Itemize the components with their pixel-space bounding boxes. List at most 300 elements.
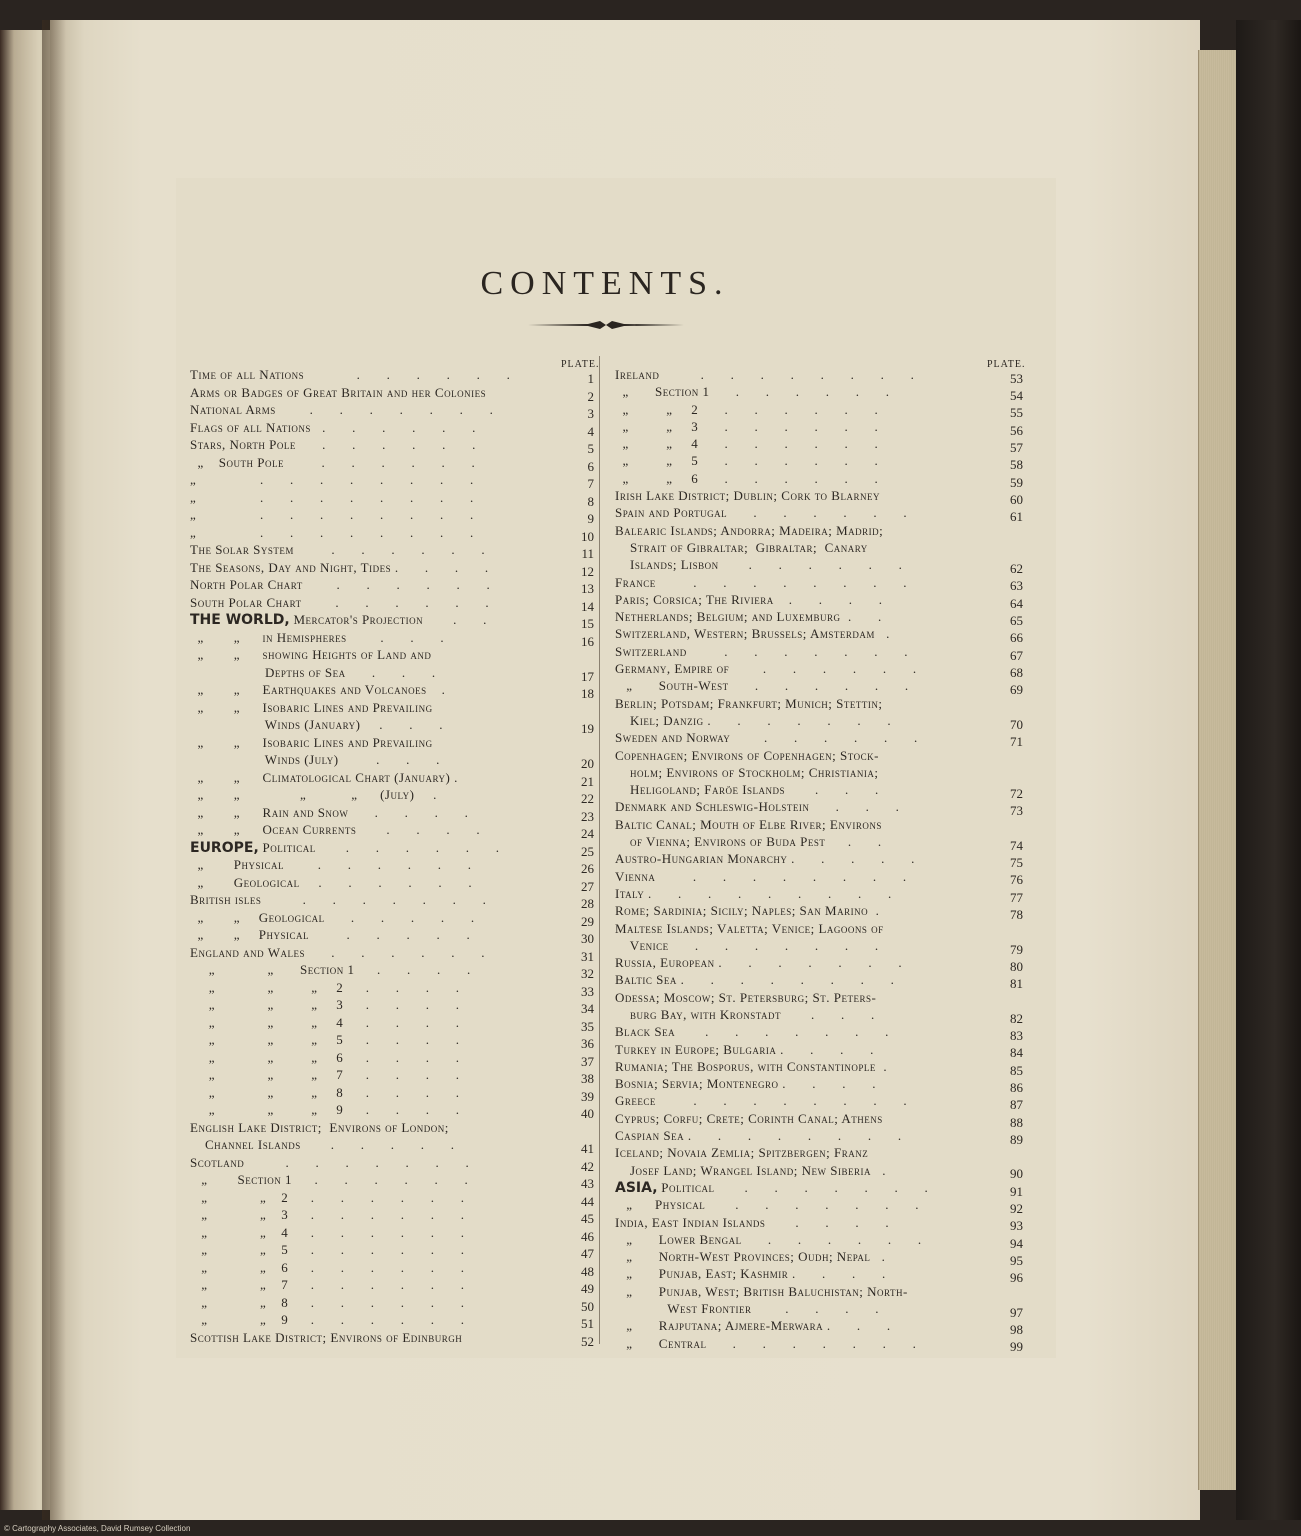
- entry-title: [615, 437, 1023, 451]
- entry-title: [615, 403, 1023, 417]
- entry-title: [190, 1278, 594, 1292]
- entry-text: France . . . . . . . .: [615, 574, 907, 590]
- entry-title: [615, 956, 1023, 970]
- entry-title: [615, 1008, 1023, 1022]
- entry-text: „ „ „ 6 . . . .: [190, 1049, 460, 1065]
- plate-number: 15: [581, 616, 594, 631]
- plate-number: 37: [581, 1053, 594, 1069]
- entry-title: [190, 1033, 594, 1047]
- entry-title: [615, 783, 1023, 797]
- contents-entry: [190, 1086, 594, 1104]
- entry-title: [615, 489, 1023, 503]
- contents-entry: [615, 1233, 1023, 1250]
- entry-text: „ „ 2 . . . . . .: [190, 1189, 465, 1205]
- entry-text: Greece . . . . . . . .: [615, 1093, 908, 1109]
- entry-title: [615, 385, 1023, 399]
- contents-entry: [190, 1016, 594, 1034]
- contents-column-right: [615, 368, 1023, 1354]
- plate-number: 87: [1010, 1097, 1023, 1113]
- entry-title: [615, 904, 1023, 918]
- entry-text: „ „ 3 . . . . . .: [615, 418, 879, 434]
- entry-text: Switzerland, Western; Brussels; Amsterdam .: [615, 626, 890, 642]
- plate-number: 91: [1010, 1183, 1023, 1199]
- entry-title: [190, 1296, 594, 1310]
- contents-entry: [190, 981, 594, 999]
- contents-entry: [190, 666, 594, 684]
- plate-number: 52: [581, 1333, 594, 1349]
- entry-title: [190, 771, 594, 785]
- entry-title: [190, 963, 594, 977]
- entry-title: [190, 928, 594, 942]
- entry-text: National Arms . . . . . . .: [190, 402, 494, 417]
- plate-number: 69: [1010, 682, 1023, 698]
- entry-text: Odessa; Moscow; St. Petersburg; St. Peters-: [615, 989, 877, 1005]
- entry-title: [615, 576, 1023, 590]
- contents-entry: [190, 1243, 594, 1261]
- contents-entry: [615, 558, 1023, 575]
- entry-text: Venice . . . . . . .: [615, 937, 879, 953]
- contents-entry: [615, 1060, 1023, 1077]
- plate-number: 47: [581, 1246, 594, 1261]
- entry-title: [615, 887, 1023, 901]
- contents-entry: [190, 806, 594, 824]
- plate-number: 57: [1010, 439, 1023, 455]
- plate-number: 42: [581, 1158, 594, 1174]
- entry-text: „ „ 8 . . . . . .: [190, 1294, 465, 1310]
- entry-text: Rome; Sardinia; Sicily; Naples; San Marino .: [615, 903, 880, 919]
- entry-title: [190, 1331, 594, 1345]
- entry-text: „ South-West . . . . . .: [615, 678, 909, 694]
- entry-text: The Seasons, Day and Night, Tides . . . .: [190, 559, 489, 575]
- contents-entry: [615, 454, 1023, 471]
- contents-entry: [190, 1103, 594, 1121]
- contents-entry: [615, 593, 1023, 610]
- entry-title: [190, 1173, 594, 1187]
- plate-number: 39: [581, 1088, 594, 1104]
- entry-text: „ Geological . . . . . .: [190, 874, 473, 890]
- plate-number: 17: [581, 668, 594, 684]
- entry-title: [190, 508, 594, 522]
- contents-entry: [615, 1146, 1023, 1163]
- contents-entry: [190, 1278, 594, 1296]
- entry-text: Berlin; Potsdam; Frankfurt; Munich; Stettin;: [615, 695, 883, 711]
- entry-title: [615, 1267, 1023, 1281]
- contents-entry: [615, 714, 1023, 731]
- contents-entry: [615, 800, 1023, 817]
- entry-text: Channel Islands . . . . .: [190, 1137, 455, 1152]
- plate-number: 66: [1010, 630, 1023, 646]
- contents-entry: [190, 753, 594, 771]
- entry-title: [615, 627, 1023, 641]
- entry-title: [615, 766, 1023, 780]
- plate-number: 21: [581, 773, 594, 789]
- plate-number: 45: [581, 1211, 594, 1226]
- plate-number: 16: [581, 633, 594, 649]
- plate-number: 28: [581, 896, 594, 911]
- entry-title: [615, 870, 1023, 884]
- entry-title: [615, 835, 1023, 849]
- entry-text: „ „ „ 5 . . . .: [190, 1032, 460, 1047]
- contents-entry: [615, 1319, 1023, 1336]
- contents-entry: [190, 1033, 594, 1051]
- entry-text: „ Physical . . . . . . .: [615, 1197, 920, 1213]
- entry-text: Black Sea . . . . . . .: [615, 1024, 889, 1040]
- contents-entry: [190, 1121, 594, 1139]
- entry-title: [615, 645, 1023, 659]
- entry-text: Irish Lake District; Dublin; Cork to Blarney: [615, 488, 880, 504]
- plate-number: 82: [1010, 1010, 1023, 1026]
- entry-text: Strait of Gibraltar; Gibraltar; Canary: [615, 539, 868, 555]
- plate-number: 29: [581, 913, 594, 929]
- entry-text: „ . . . . . . . .: [190, 524, 474, 540]
- plate-number: 41: [581, 1141, 594, 1156]
- contents-entry: [615, 1337, 1023, 1354]
- contents-entry: [615, 749, 1023, 766]
- entry-text: „ „ 9 . . . . . .: [190, 1312, 465, 1327]
- plate-number: 14: [581, 598, 594, 614]
- entry-text: „ „ Section 1 . . . .: [190, 962, 471, 977]
- entry-title: [190, 1121, 594, 1135]
- contents-entry: [190, 526, 594, 544]
- contents-entry: [615, 1129, 1023, 1146]
- contents-entry: [615, 1077, 1023, 1094]
- entry-title: [615, 472, 1023, 486]
- contents-entry: [615, 1250, 1023, 1267]
- entry-text: „ „ in Hemispheres . . .: [190, 629, 445, 645]
- contents-entry: [190, 561, 594, 579]
- entry-title: [615, 922, 1023, 936]
- contents-entry: [190, 578, 594, 596]
- contents-entry: [190, 683, 594, 701]
- contents-entry: [615, 818, 1023, 835]
- contents-entry: [190, 473, 594, 491]
- plate-number: 81: [1010, 976, 1023, 992]
- entry-title: [615, 679, 1023, 693]
- entry-title: [615, 662, 1023, 676]
- plate-number: 9: [587, 511, 594, 526]
- entry-text: Maltese Islands; Valetta; Venice; Lagoons of: [615, 920, 884, 936]
- entry-text: English Lake District; Environs of London;: [190, 1119, 449, 1135]
- entry-title: [190, 1313, 594, 1327]
- contents-entry: [190, 456, 594, 474]
- plate-number: 85: [1010, 1062, 1023, 1078]
- entry-text: Baltic Canal; Mouth of Elbe River; Environs: [615, 816, 882, 832]
- plate-heading-right: PLATE.: [987, 359, 1026, 370]
- entry-text: „ „ „ 7 . . . .: [190, 1067, 460, 1082]
- contents-entry: [190, 508, 594, 526]
- contents-entry: [615, 541, 1023, 558]
- entry-title: [190, 718, 594, 732]
- contents-entry: [615, 1025, 1023, 1042]
- contents-entry: [615, 1216, 1023, 1233]
- contents-entry: [615, 1181, 1023, 1198]
- contents-entry: [190, 736, 594, 754]
- entry-title: [615, 991, 1023, 1005]
- plate-number: 58: [1010, 457, 1023, 473]
- plate-number: 53: [1010, 370, 1023, 386]
- entry-title: [190, 1156, 594, 1170]
- plate-number: 86: [1010, 1079, 1023, 1095]
- entry-text: „ „ 4 . . . . . .: [190, 1224, 465, 1240]
- contents-entry: [615, 679, 1023, 696]
- contents-entry: [615, 1302, 1023, 1319]
- plate-number: 74: [1010, 837, 1023, 853]
- plate-number: 72: [1010, 785, 1023, 801]
- entry-title: [615, 593, 1023, 607]
- plate-number: 83: [1010, 1028, 1023, 1044]
- contents-entry: [615, 368, 1023, 385]
- entry-text: Baltic Sea . . . . . . . .: [615, 972, 895, 988]
- book-cover: [1236, 20, 1301, 1520]
- plate-number: 84: [1010, 1045, 1023, 1061]
- entry-title: [615, 1146, 1023, 1160]
- entry-title: [190, 858, 594, 872]
- entry-title: [190, 491, 594, 505]
- plate-number: 44: [581, 1193, 594, 1209]
- entry-text: Turkey in Europe; Bulgaria . . . .: [615, 1041, 874, 1057]
- plate-number: 8: [587, 493, 594, 509]
- entry-title: [615, 524, 1023, 538]
- contents-entry: [615, 489, 1023, 506]
- entry-text: „ Punjab, East; Kashmir . . . .: [615, 1266, 886, 1282]
- plate-number: 88: [1010, 1114, 1023, 1130]
- plate-number: 77: [1010, 889, 1023, 905]
- plate-number: 99: [1010, 1339, 1023, 1355]
- entry-title: [190, 543, 594, 557]
- contents-entry: [190, 946, 594, 964]
- contents-entry: [615, 887, 1023, 904]
- contents-entry: [615, 610, 1023, 627]
- entry-title: [615, 1112, 1023, 1126]
- contents-entry: [190, 1208, 594, 1226]
- plate-number: 80: [1010, 958, 1023, 974]
- contents-entry: [615, 956, 1023, 973]
- entry-title: [190, 386, 594, 400]
- entry-text: „ Section 1 . . . . . .: [615, 384, 890, 400]
- entry-text: Islands; Lisbon . . . . . .: [615, 557, 903, 573]
- plate-number: 6: [587, 458, 594, 474]
- plate-number: 65: [1010, 612, 1023, 628]
- entry-text: Copenhagen; Environs of Copenhagen; Stock-: [615, 747, 879, 763]
- entry-title: [615, 420, 1023, 434]
- contents-entry: [190, 928, 594, 946]
- plate-number: 30: [581, 931, 594, 946]
- contents-entry: [615, 939, 1023, 956]
- plate-number: 70: [1010, 716, 1023, 732]
- entry-text: „ „ Geological . . . . .: [190, 909, 475, 925]
- entry-text: Political . . . . . . .: [657, 1179, 929, 1195]
- contents-entry: [190, 998, 594, 1016]
- entry-text: Stars, North Pole . . . . . .: [190, 437, 476, 452]
- contents-entry: [615, 645, 1023, 662]
- contents-entry: [190, 421, 594, 439]
- entry-title: [615, 558, 1023, 572]
- contents-entry: [615, 922, 1023, 939]
- entry-title: [190, 893, 594, 907]
- entry-text: Political . . . . . .: [258, 839, 500, 855]
- entry-title: [615, 1181, 1023, 1196]
- contents-entry: [615, 1008, 1023, 1025]
- entry-title: [615, 1250, 1023, 1264]
- entry-title: [190, 421, 594, 435]
- entry-text: „ . . . . . . . .: [190, 489, 474, 505]
- entry-title: [190, 1051, 594, 1065]
- contents-entry: [615, 904, 1023, 921]
- contents-entry: [615, 1043, 1023, 1060]
- entry-text: „ „ Rain and Snow . . . .: [190, 804, 469, 820]
- plate-number: 79: [1010, 941, 1023, 957]
- entry-text: Austro-Hungarian Monarchy . . . . .: [615, 851, 915, 867]
- entry-text: „ „ showing Heights of Land and: [190, 647, 432, 662]
- entry-text: „ „ 3 . . . . . .: [190, 1207, 465, 1222]
- entry-title: [615, 610, 1023, 624]
- contents-entry: [190, 543, 594, 561]
- contents-entry: [190, 771, 594, 789]
- plate-number: 32: [581, 966, 594, 981]
- entry-title: [615, 800, 1023, 814]
- contents-entry: [615, 1198, 1023, 1215]
- entry-title: [190, 526, 594, 540]
- entry-text: Caspian Sea . . . . . . . .: [615, 1128, 902, 1144]
- contents-entry: [615, 472, 1023, 489]
- contents-entry: [190, 1191, 594, 1209]
- contents-entry: [190, 368, 594, 386]
- entry-text: Winds (July) . . .: [190, 752, 440, 767]
- contents-entry: [190, 596, 594, 614]
- entry-title: [615, 506, 1023, 520]
- entry-title: [615, 697, 1023, 711]
- entry-title: [190, 613, 594, 628]
- entry-text: „ „ „ 3 . . . .: [190, 997, 460, 1012]
- entry-title: [615, 1198, 1023, 1212]
- entry-text: „ North-West Provinces; Oudh; Nepal .: [615, 1249, 886, 1265]
- contents-entry: [190, 1138, 594, 1156]
- column-divider: [599, 356, 600, 1344]
- plate-number: 76: [1010, 872, 1023, 888]
- contents-entry: [615, 783, 1023, 800]
- contents-entry: [615, 1285, 1023, 1302]
- entry-text: „ Central . . . . . . .: [615, 1335, 917, 1351]
- entry-title: [190, 1191, 594, 1205]
- contents-entry: [190, 613, 594, 631]
- contents-entry: [615, 576, 1023, 593]
- entry-text: „ „ Climatological Chart (January) .: [190, 769, 458, 785]
- contents-entry: [190, 631, 594, 649]
- contents-entry: [190, 438, 594, 456]
- plate-number: 56: [1010, 422, 1023, 438]
- entry-title: [190, 841, 594, 856]
- plate-number: 93: [1010, 1218, 1023, 1234]
- contents-entry: [615, 1094, 1023, 1111]
- entry-text: Heligoland; Faröe Islands . . .: [615, 782, 879, 798]
- entry-text: Bosnia; Servia; Montenegro . . . .: [615, 1076, 876, 1092]
- plate-number: 61: [1010, 509, 1023, 525]
- plate-number: 2: [587, 388, 594, 404]
- plate-number: 3: [587, 406, 594, 421]
- entry-text: Germany, Empire of . . . . . .: [615, 661, 917, 677]
- plate-number: 13: [581, 581, 594, 596]
- entry-text: „ „ 6 . . . . . .: [615, 470, 879, 486]
- contents-entry: [190, 893, 594, 911]
- entry-title: [615, 731, 1023, 745]
- entry-title: [190, 438, 594, 452]
- plate-number: 18: [581, 686, 594, 701]
- entry-text: of Vienna; Environs of Buda Pest . .: [615, 834, 882, 850]
- entry-title: [615, 368, 1023, 382]
- contents-entry: [615, 835, 1023, 852]
- contents-entry: [190, 1313, 594, 1331]
- entry-text: „ Punjab, West; British Baluchistan; North-: [615, 1283, 908, 1299]
- entry-title: [190, 876, 594, 890]
- entry-text: Scotland . . . . . . .: [190, 1154, 470, 1170]
- entry-text: Iceland; Novaia Zemlia; Spitzbergen; Franz: [615, 1145, 869, 1161]
- plate-number: 40: [581, 1106, 594, 1121]
- entry-title: [190, 1138, 594, 1152]
- plate-number: 50: [581, 1298, 594, 1314]
- entry-title: [190, 596, 594, 610]
- entry-title: [615, 1094, 1023, 1108]
- contents-entry: [190, 963, 594, 981]
- contents-entry: [190, 1156, 594, 1174]
- entry-title: [615, 1025, 1023, 1039]
- plate-number: 55: [1010, 405, 1023, 421]
- entry-text: holm; Environs of Stockholm; Christiania;: [615, 764, 879, 780]
- entry-text: Vienna . . . . . . . .: [615, 868, 907, 884]
- entry-text: Mercator's Projection . .: [289, 612, 487, 627]
- contents-entry: [615, 1112, 1023, 1129]
- entry-text: „ „ „ 2 . . . .: [190, 979, 460, 995]
- entry-title: [615, 1337, 1023, 1351]
- entry-title: [615, 973, 1023, 987]
- plate-number: 20: [581, 756, 594, 771]
- section-heading: EUROPE,: [190, 839, 259, 856]
- entry-title: [615, 1285, 1023, 1299]
- entry-title: [190, 911, 594, 925]
- plate-number: 10: [581, 528, 594, 544]
- plate-number: 64: [1010, 595, 1023, 611]
- plate-number: 94: [1010, 1235, 1023, 1251]
- plate-number: 92: [1010, 1201, 1023, 1217]
- plate-number: 36: [581, 1036, 594, 1051]
- contents-entry: [615, 731, 1023, 748]
- contents-entry: [190, 823, 594, 841]
- entry-title: [615, 939, 1023, 953]
- contents-entry: [190, 858, 594, 876]
- entry-text: burg Bay, with Kronstadt . . .: [615, 1006, 875, 1022]
- plate-number: 98: [1010, 1322, 1023, 1338]
- contents-entry: [615, 506, 1023, 523]
- entry-title: [615, 852, 1023, 866]
- entry-text: North Polar Chart . . . . . .: [190, 577, 491, 592]
- plate-number: 75: [1010, 855, 1023, 871]
- plate-number: 1: [587, 371, 594, 386]
- entry-text: „ „ Physical . . . . .: [190, 927, 471, 942]
- entry-title: [190, 473, 594, 487]
- plate-number: 33: [581, 983, 594, 999]
- plate-number: 54: [1010, 388, 1023, 404]
- plate-number: 62: [1010, 561, 1023, 577]
- entry-text: Arms or Badges of Great Britain and her Colonies: [190, 384, 487, 400]
- contents-entry: [190, 403, 594, 421]
- plate-number: 51: [581, 1316, 594, 1331]
- entry-title: [615, 818, 1023, 832]
- entry-title: [615, 1216, 1023, 1230]
- contents-entry: [190, 1226, 594, 1244]
- contents-entry: [615, 973, 1023, 990]
- entry-title: [190, 1226, 594, 1240]
- entry-text: Scottish Lake District; Environs of Edinburgh: [190, 1329, 463, 1345]
- contents-entry: [190, 718, 594, 736]
